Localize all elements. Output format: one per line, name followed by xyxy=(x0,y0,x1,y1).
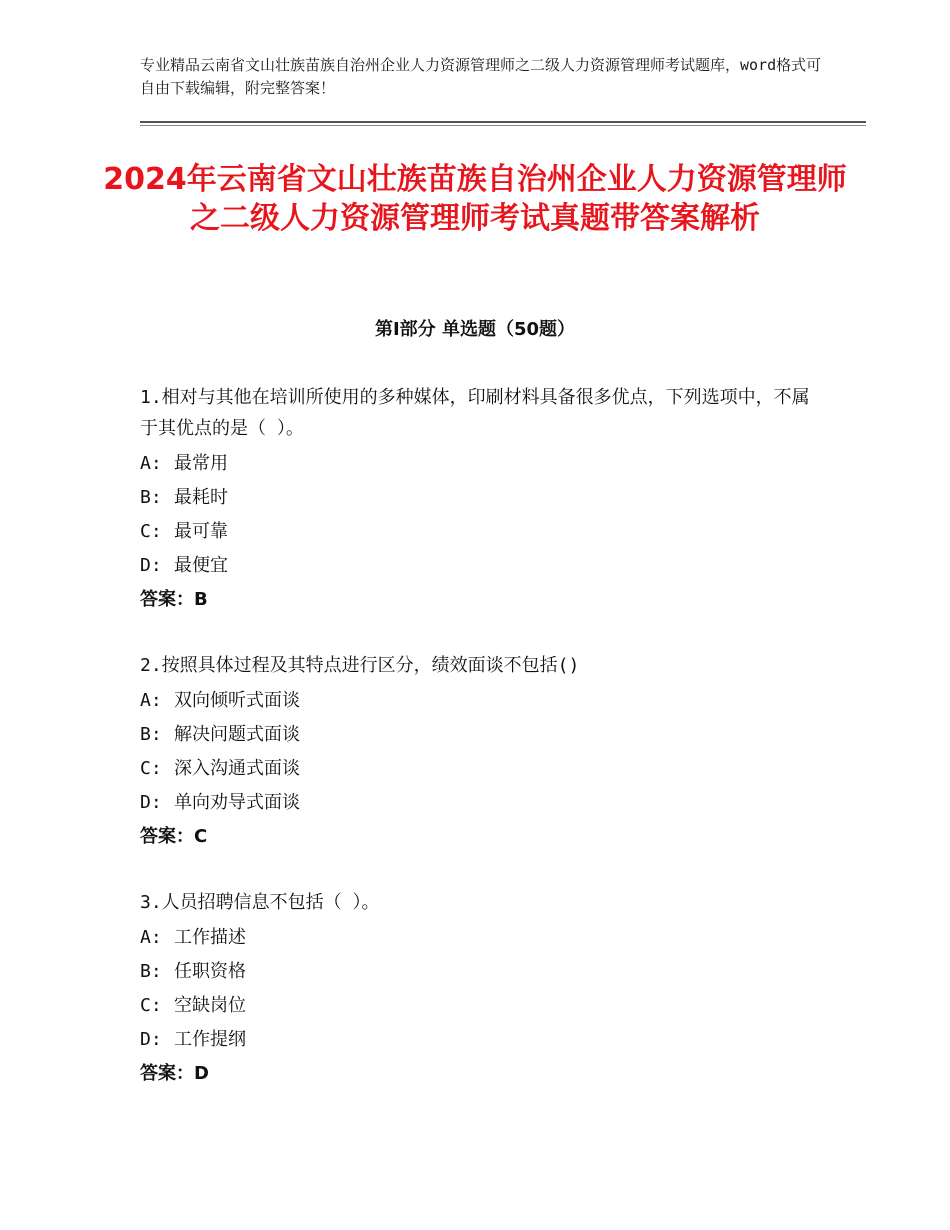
option-key: C: xyxy=(140,758,162,779)
option-b xyxy=(140,481,810,515)
header-divider xyxy=(140,121,866,123)
option-text: 深入沟通式面谈 xyxy=(174,758,300,779)
option-key: D: xyxy=(140,555,162,576)
document-title: 2024年云南省文山壮族苗族自治州企业人力资源管理师之二级人力资源管理师考试真题带答案解析 xyxy=(103,162,847,236)
option-text: 最常用 xyxy=(174,453,228,474)
option-key: B: xyxy=(140,961,162,982)
option-key: A: xyxy=(140,453,162,474)
question-list xyxy=(140,382,810,1124)
option-d xyxy=(140,786,810,820)
question-stem: 3.人员招聘信息不包括（ ）。 xyxy=(140,892,380,913)
option-a xyxy=(140,921,810,955)
option-key: D: xyxy=(140,792,162,813)
answer-line: 答案：B xyxy=(140,589,208,610)
option-text: 工作描述 xyxy=(174,927,246,948)
option-a xyxy=(140,447,810,481)
option-key: B: xyxy=(140,724,162,745)
option-text: 空缺岗位 xyxy=(174,995,246,1016)
option-b xyxy=(140,718,810,752)
option-text: 解决问题式面谈 xyxy=(174,724,300,745)
option-c xyxy=(140,989,810,1023)
option-text: 双向倾听式面谈 xyxy=(174,690,300,711)
option-text: 任职资格 xyxy=(174,961,246,982)
option-c xyxy=(140,752,810,786)
answer-line: 答案：C xyxy=(140,826,208,847)
option-text: 最便宜 xyxy=(174,555,228,576)
option-b xyxy=(140,955,810,989)
section-title: 第Ⅰ部分 单选题（50题） xyxy=(374,319,575,340)
answer-line: 答案：D xyxy=(140,1063,209,1084)
option-key: A: xyxy=(140,690,162,711)
option-key: D: xyxy=(140,1029,162,1050)
question-1 xyxy=(140,382,810,617)
option-a xyxy=(140,684,810,718)
header-divider-thin xyxy=(140,125,866,126)
option-key: C: xyxy=(140,521,162,542)
option-text: 最可靠 xyxy=(174,521,228,542)
option-text: 最耗时 xyxy=(174,487,228,508)
question-stem: 1.相对与其他在培训所使用的多种媒体，印刷材料具备很多优点，下列选项中，不属于其优点的是（ ）。 xyxy=(140,387,810,439)
option-text: 工作提纲 xyxy=(174,1029,246,1050)
option-c xyxy=(140,515,810,549)
option-key: C: xyxy=(140,995,162,1016)
question-3 xyxy=(140,887,810,1091)
option-d xyxy=(140,1023,810,1057)
option-key: A: xyxy=(140,927,162,948)
option-key: B: xyxy=(140,487,162,508)
header-note: 专业精品云南省文山壮族苗族自治州企业人力资源管理师之二级人力资源管理师考试题库，word格式可自由下载编辑，附完整答案！ xyxy=(140,56,822,97)
option-d xyxy=(140,549,810,583)
option-text: 单向劝导式面谈 xyxy=(174,792,300,813)
question-2 xyxy=(140,650,810,854)
question-stem: 2.按照具体过程及其特点进行区分，绩效面谈不包括() xyxy=(140,655,580,676)
